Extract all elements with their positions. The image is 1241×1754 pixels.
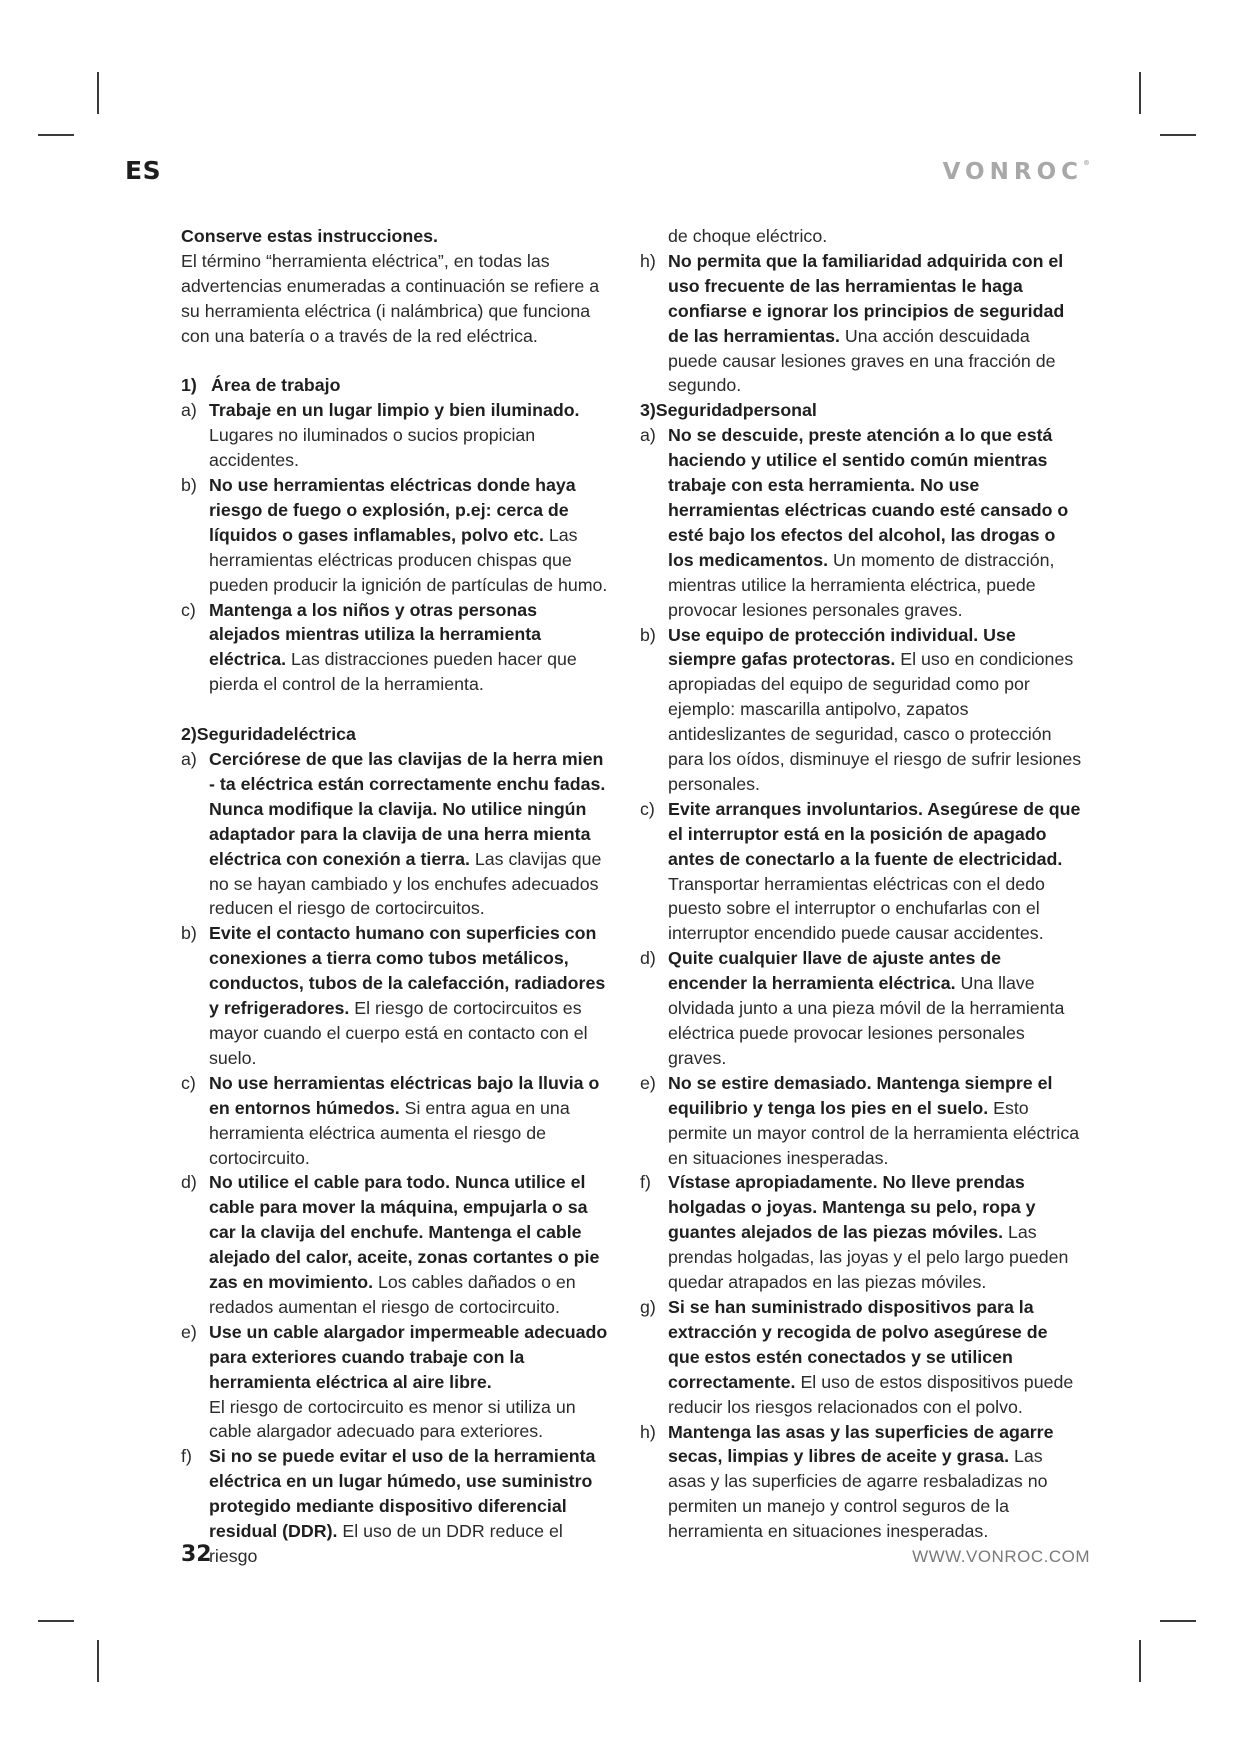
page-number: 32 — [181, 1542, 212, 1567]
list-item: c) Mantenga a los niños y otras personas alejados mientras utiliza la herramienta eléctrica. Las distracciones pueden hacer que pierda el control de la herramienta. — [181, 599, 577, 695]
list-item: d) Quite cualquier llave de ajuste antes de encender la herramienta eléctrica. Una llave olvidada junto a una pieza móvil de la herramienta eléctrica puede provocar lesiones personales graves. — [640, 948, 1065, 1068]
crop-mark — [1160, 134, 1196, 136]
list-item: b) No use herramientas eléctricas donde haya riesgo de fuego o explosión, p.ej: cerca de líquidos o gases inflamables, polvo etc. Las herramientas eléctricas producen chispas que pueden producir la ignición de partículas de humo. — [181, 475, 608, 595]
brand-logo: VONROC® — [942, 159, 1090, 185]
list-item: c) No use herramientas eléctricas bajo la lluvia o en entornos húmedos. Si entra agua en una herramienta eléctrica aumenta el riesgo de cortocircuito. — [181, 1072, 600, 1168]
list-item: g) Si se han suministrado dispositivos para la extracción y recogida de polvo asegúrese de que estos estén conectados y se utilicen correctamente. El uso de estos dispositivos puede reducir los riesgos relacionados con el polvo. — [640, 1296, 1074, 1417]
intro-text: El término “herramienta eléctrica”, en todas las advertencias enumeradas a continuación se refiere a su herramienta eléctrica (i nalámbrica) que funciona con una batería o a través de la red eléctrica. — [181, 250, 600, 346]
intro-bold: Conserve estas instrucciones. — [181, 226, 438, 246]
list-item: h) No permita que la familiaridad adquirida con el uso frecuente de las herramientas le haga confiarse e ignorar los principios de seguridad de las herramientas. Una acción descuidada puede causar lesiones graves en una fracción de segundo. — [640, 250, 1065, 396]
list-item: b) Evite el contacto humano con superficies con conexiones a tierra como tubos metálicos, conductos, tubos de la calefacción, radiadores y refrigeradores. El riesgo de cortocircuitos es mayor cuando el cuerpo está en contacto con el suelo. — [181, 923, 606, 1068]
crop-mark — [38, 1620, 74, 1622]
section-heading-3: 3)Seguridadpersonal — [640, 400, 817, 421]
list-item: h) Mantenga las asas y las superficies de agarre secas, limpias y libres de aceite y grasa. Las asas y las superficies de agarre resbaladizas no permiten un manejo y control seguros de la herramienta en situaciones inesperadas. — [640, 1421, 1054, 1542]
list-item: a) Cerciórese de que las clavijas de la herra mien - ta eléctrica están correctamente enchu fadas. Nunca modifique la clavija. No utilice ningún adaptador para la clavija de una herra mienta eléctrica con conexión a tierra. Las clavijas que no se hayan cambiado y los enchufes adecuados reducen el riesgo de cortocircuitos. — [181, 749, 606, 919]
website-url: WWW.VONROC.COM — [912, 1547, 1090, 1566]
crop-mark — [1139, 1640, 1141, 1682]
list-item: e) No se estire demasiado. Mantenga siempre el equilibrio y tenga los pies en el suelo. Esto permite un mayor control de la herramienta eléctrica en situaciones inesperadas. — [640, 1072, 1080, 1168]
crop-mark — [1160, 1620, 1196, 1622]
right-column — [640, 224, 1082, 1544]
list-item: f) Vístase apropiadamente. No lleve prendas holgadas o joyas. Mantenga su pelo, ropa y guantes alejados de las piezas móviles. Las prendas holgadas, las joyas y el pelo largo pueden quedar atrapados en las piezas móviles. — [640, 1172, 1069, 1293]
list-item: b) Use equipo de protección individual. Use siempre gafas protectoras. El uso en condiciones apropiadas del equipo de seguridad como por ejemplo: mascarilla antipolvo, zapatos antideslizantes de seguridad, casco o protección para los oídos, disminuye el riesgo de sufrir lesiones personales. — [640, 624, 1082, 794]
intro-paragraph — [181, 224, 613, 349]
list-item: f) Si no se puede evitar el uso de la herramienta eléctrica en un lugar húmedo, use suministro protegido mediante dispositivo diferencial residual (DDR). El uso de un DDR reduce el riesgo — [181, 1446, 596, 1566]
crop-mark — [97, 1640, 99, 1682]
section-heading-2: 2)Seguridadeléctrica — [181, 724, 356, 745]
list-item: d) No utilice el cable para todo. Nunca utilice el cable para mover la máquina, empujarla o sa car la clavija del enchufe. Mantenga el cable alejado del calor, aceite, zonas cortantes o pie zas en movimiento. Los cables dañados o en redados aumentan el riesgo de cortocircuito. — [181, 1172, 600, 1317]
language-code: ES — [125, 156, 162, 185]
list-item-continuation: El riesgo de cortocircuito es menor si utiliza un cable alargador adecuado para exteriores. — [209, 1396, 576, 1442]
crop-mark — [38, 134, 74, 136]
left-column — [181, 224, 613, 1569]
list-item: a) Trabaje en un lugar limpio y bien iluminado. Lugares no iluminados o sucios propician accidentes. — [181, 400, 580, 471]
list-item: c) Evite arranques involuntarios. Asegúrese de que el interruptor está en la posición de apagado antes de conectarlo a la fuente de electricidad. Transportar herramientas eléctricas con el dedo puesto sobre el interruptor o enchufarlas con el interruptor encendido puede causar accidentes. — [640, 798, 1081, 944]
list-item: a) No se descuide, preste atención a lo que está haciendo y utilice el sentido común mientras trabaje con esta herramienta. No use herramientas eléctricas cuando esté cansado o esté bajo los efectos del alcohol, las drogas o los medicamentos. Un momento de distracción, mientras utilice la herramienta eléctrica, puede provocar lesiones personales graves. — [640, 425, 1069, 620]
crop-mark — [97, 72, 99, 114]
carryover-text: de choque eléctrico. — [668, 226, 828, 246]
list-item: e) Use un cable alargador impermeable adecuado para exteriores cuando trabaje con la herramienta eléctrica al aire libre. — [181, 1321, 608, 1392]
crop-mark — [1139, 72, 1141, 114]
section-heading-1: 1) Área de trabajo — [181, 375, 341, 396]
